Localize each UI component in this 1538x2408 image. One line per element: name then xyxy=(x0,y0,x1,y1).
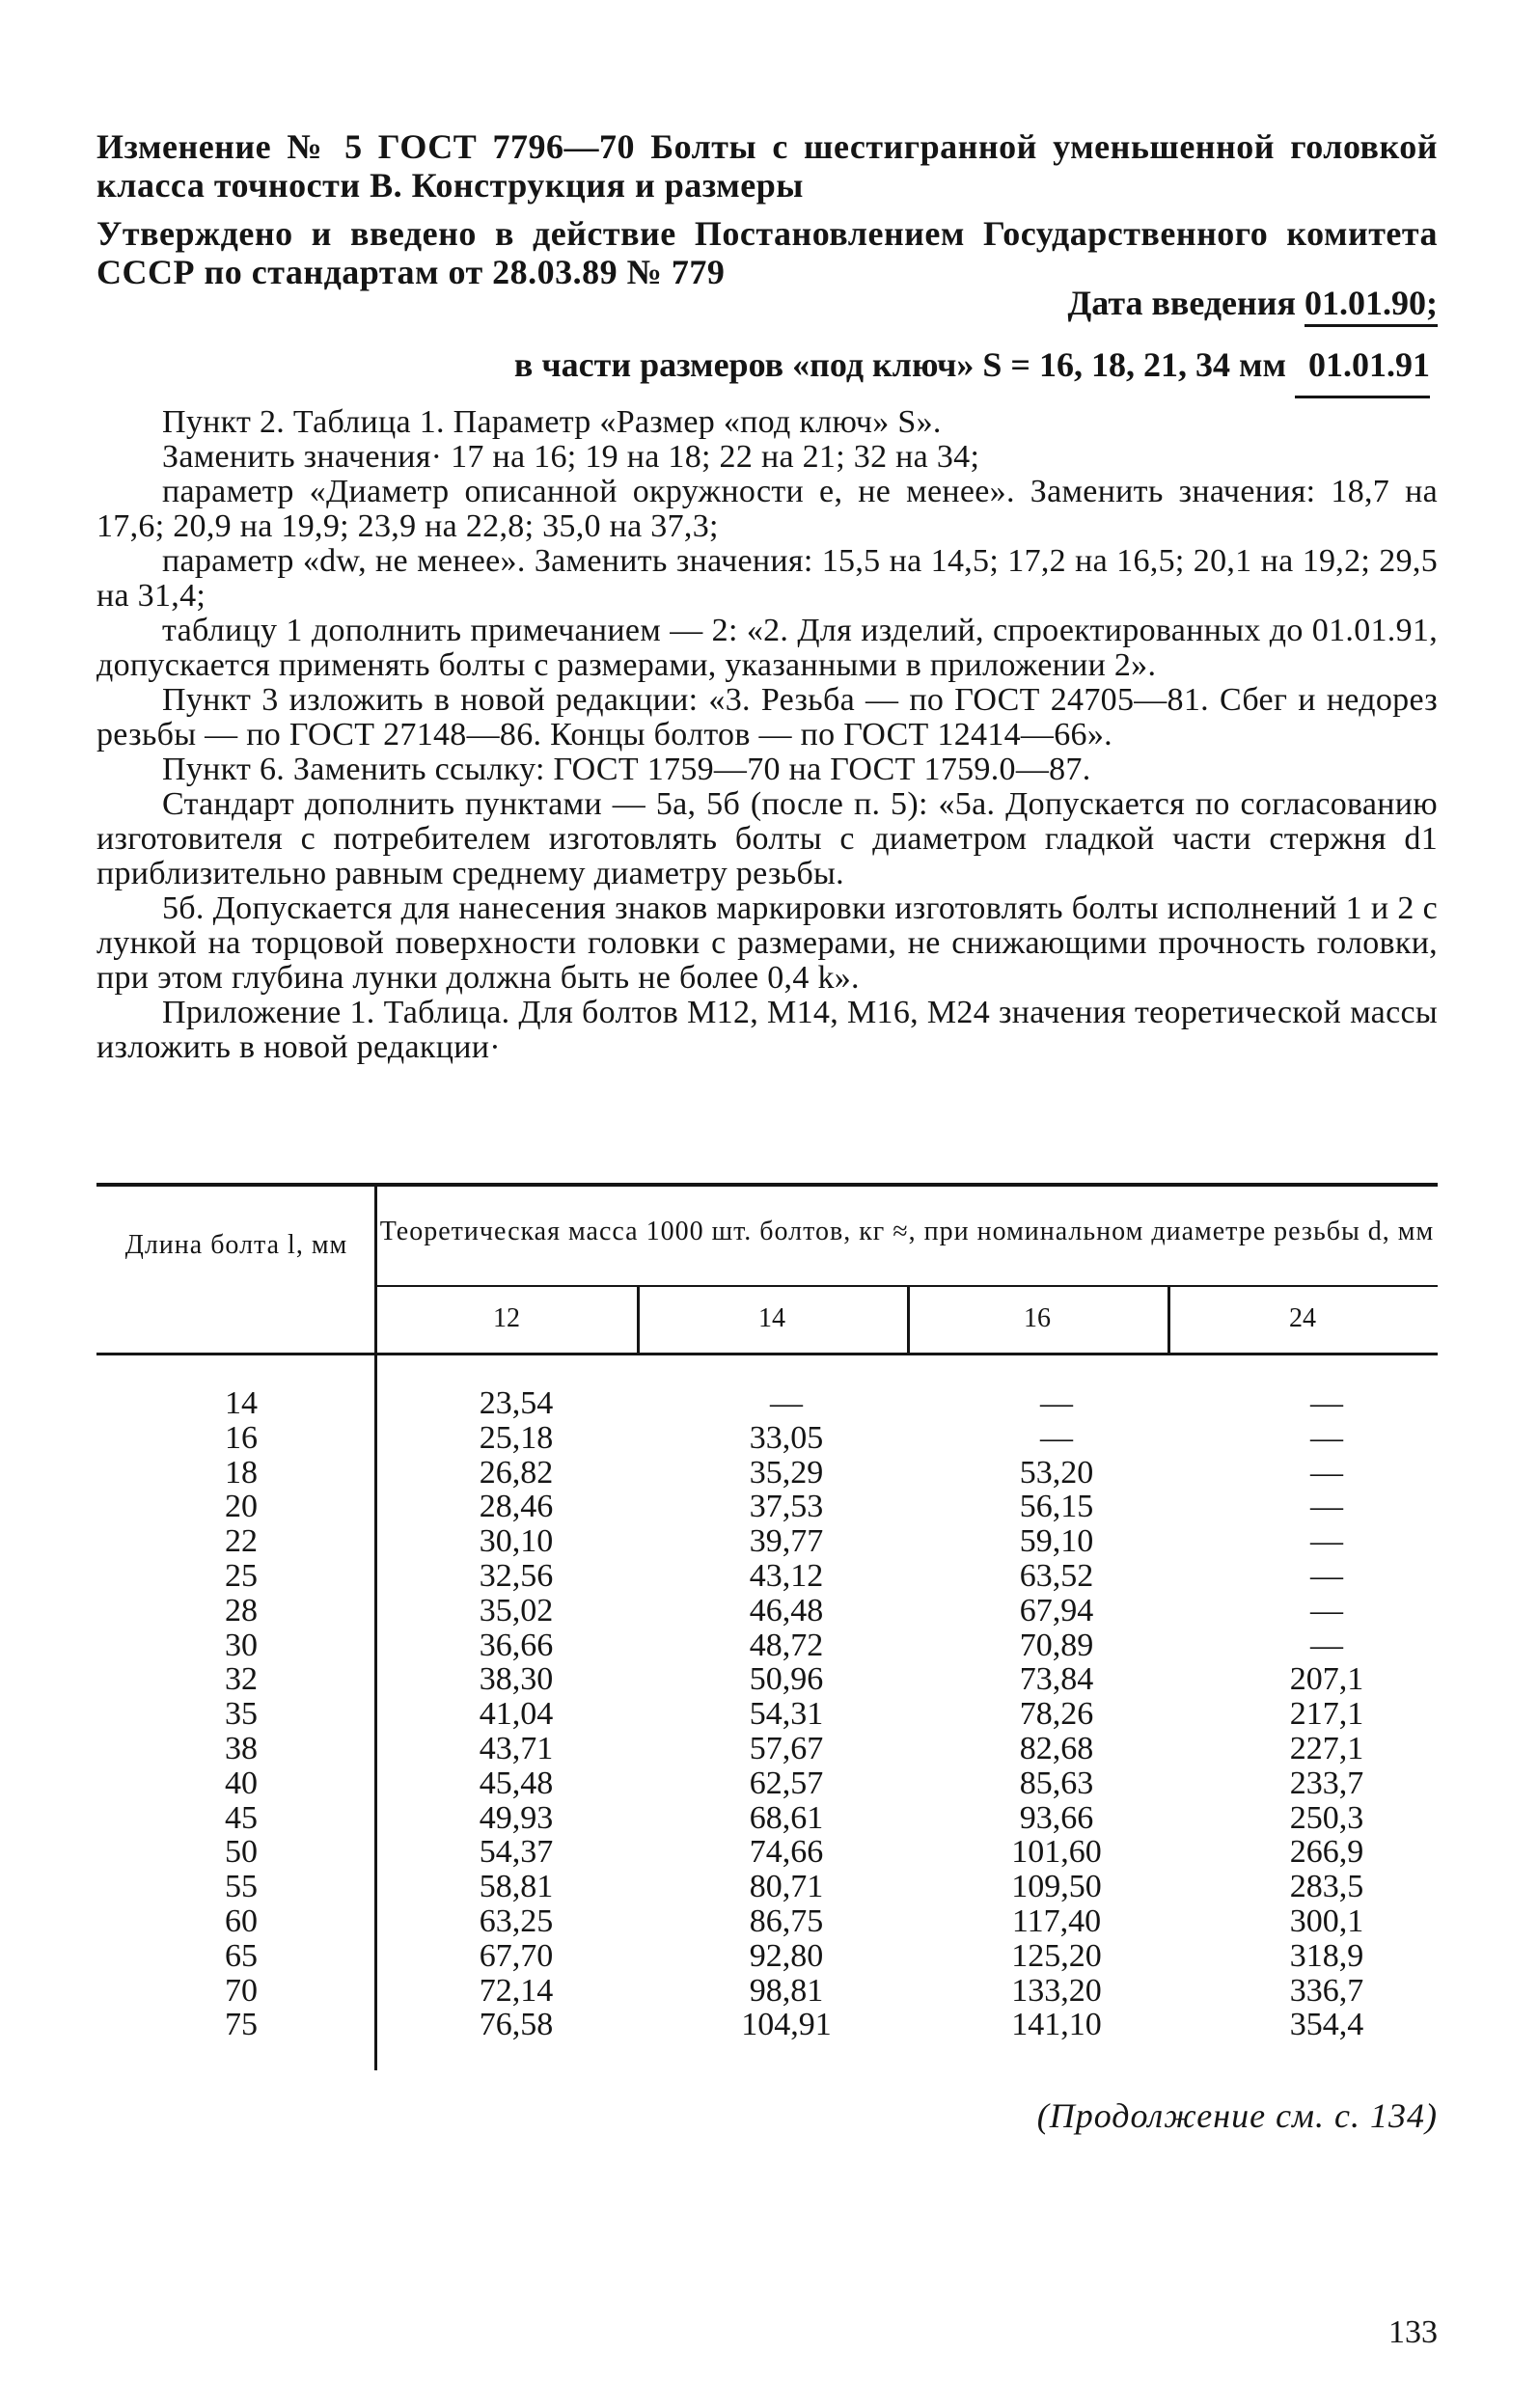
mass-m24-cell: 283,5 xyxy=(1289,1869,1364,1905)
mass-m24-cell: — xyxy=(1310,1419,1343,1456)
bolt-length-cell: 50 xyxy=(225,1834,258,1871)
table-row xyxy=(96,1697,1438,1732)
mass-m16-cell: 109,50 xyxy=(1011,1869,1102,1905)
mass-m24-cell: 318,9 xyxy=(1289,1937,1364,1974)
bolt-length-cell: 60 xyxy=(225,1902,258,1939)
table-row xyxy=(96,1801,1438,1836)
mass-m12-cell: 25,18 xyxy=(479,1419,554,1456)
mass-m16-cell: 78,26 xyxy=(1019,1696,1094,1733)
diameter-header: 24 xyxy=(1289,1303,1316,1333)
mass-m14-cell: 62,57 xyxy=(749,1765,824,1801)
mass-m16-cell: — xyxy=(1040,1385,1073,1421)
mass-m12-cell: 35,02 xyxy=(479,1592,554,1628)
bolt-length-cell: 18 xyxy=(225,1454,258,1491)
bolt-length-cell: 40 xyxy=(225,1765,258,1801)
mass-table xyxy=(96,1183,1438,2080)
mass-m16-cell: 53,20 xyxy=(1019,1454,1094,1491)
mass-m12-cell: 43,71 xyxy=(479,1730,554,1766)
continuation-note: (Продолжение см. с. 134) xyxy=(1036,2096,1438,2135)
mass-m24-cell: 233,7 xyxy=(1289,1765,1364,1801)
table-body xyxy=(96,1386,1438,2042)
bolt-length-cell: 45 xyxy=(225,1799,258,1836)
mass-m24-cell: — xyxy=(1310,1627,1343,1663)
mass-m16-cell: 67,94 xyxy=(1019,1592,1094,1628)
mass-m14-cell: 43,12 xyxy=(749,1557,824,1594)
table-row xyxy=(96,1904,1438,1939)
mass-m12-cell: 45,48 xyxy=(479,1765,554,1801)
table-row xyxy=(96,1662,1438,1697)
mass-m14-cell: 39,77 xyxy=(749,1523,824,1560)
mass-m12-cell: 49,93 xyxy=(479,1799,554,1836)
paragraph: Приложение 1. Таблица. Для болтов М12, М14, М16, М24 значения теоретической массы изложить в новой редакции· xyxy=(96,995,1438,1065)
mass-m12-cell: 67,70 xyxy=(479,1937,554,1974)
table-row xyxy=(96,1870,1438,1904)
paragraph: Пункт 6. Заменить ссылку: ГОСТ 1759—70 на ГОСТ 1759.0—87. xyxy=(162,752,1091,787)
mass-m12-cell: 58,81 xyxy=(479,1869,554,1905)
bolt-length-cell: 28 xyxy=(225,1592,258,1628)
bolt-length-cell: 20 xyxy=(225,1489,258,1525)
mass-m24-cell: — xyxy=(1310,1523,1343,1560)
mass-m14-cell: 46,48 xyxy=(749,1592,824,1628)
paragraph: параметр «dw, не менее». Заменить значения: 15,5 на 14,5; 17,2 на 16,5; 20,1 на 19,2; 29,5 на 31,4; xyxy=(96,543,1438,614)
paragraph: Стандарт дополнить пунктами — 5а, 5б (после п. 5): «5а. Допускается по согласованию изготовителя с потребителем изготовлять болты с диаметром гладкой части стержня d1 приблизительно равным среднему диаметру резьбы. xyxy=(96,786,1438,891)
table-row xyxy=(96,1559,1438,1594)
bolt-length-cell: 38 xyxy=(225,1730,258,1766)
mass-m24-cell: — xyxy=(1310,1557,1343,1594)
mass-m16-cell: 85,63 xyxy=(1019,1765,1094,1801)
bolt-length-cell: 25 xyxy=(225,1557,258,1594)
mass-m14-cell: 68,61 xyxy=(749,1799,824,1836)
mass-m14-cell: 35,29 xyxy=(749,1454,824,1491)
header-bottom-rule xyxy=(96,1353,1438,1355)
mass-m12-cell: 38,30 xyxy=(479,1661,554,1698)
table-row xyxy=(96,1835,1438,1870)
bolt-length-cell: 70 xyxy=(225,1972,258,2009)
mass-m16-cell: — xyxy=(1040,1419,1073,1456)
mass-m12-cell: 54,37 xyxy=(479,1834,554,1871)
mass-m16-cell: 117,40 xyxy=(1011,1902,1102,1939)
partial-date-label: в части размеров «под ключ» S = 16, 18, 21, 34 мм xyxy=(513,345,1286,384)
mass-m12-cell: 32,56 xyxy=(479,1557,554,1594)
bolt-length-cell: 65 xyxy=(225,1937,258,1974)
paragraph: 5б. Допускается для нанесения знаков маркировки изготовлять болты исполнений 1 и 2 с лункой на торцовой поверхности головки с размерами, не снижающими прочность головки, при этом глубина лунки должна быть не более 0,4 k». xyxy=(96,890,1438,996)
partial-date-line xyxy=(514,345,1430,398)
partial-date-value: 01.01.91 xyxy=(1295,345,1430,398)
effective-date-line xyxy=(1068,284,1439,322)
table-top-rule xyxy=(96,1183,1438,1187)
mass-m16-cell: 59,10 xyxy=(1019,1523,1094,1560)
mass-m14-cell: 86,75 xyxy=(749,1902,824,1939)
mass-m16-cell: 63,52 xyxy=(1019,1557,1094,1594)
table-row xyxy=(96,1421,1438,1456)
mass-m16-cell: 141,10 xyxy=(1011,2007,1102,2043)
mass-m12-cell: 76,58 xyxy=(479,2007,554,2043)
table-row xyxy=(96,1524,1438,1559)
bolt-length-cell: 35 xyxy=(225,1696,258,1733)
bolt-length-cell: 75 xyxy=(225,2007,258,2043)
table-row xyxy=(96,1939,1438,1974)
mass-m14-cell: 92,80 xyxy=(749,1937,824,1974)
mass-m14-cell: 54,31 xyxy=(749,1696,824,1733)
table-row xyxy=(96,1974,1438,2009)
table-row xyxy=(96,1456,1438,1491)
mass-m14-cell: 80,71 xyxy=(749,1869,824,1905)
mass-m24-cell: — xyxy=(1310,1489,1343,1525)
paragraph: Пункт 2. Таблица 1. Параметр «Размер «под ключ» S». xyxy=(162,404,942,440)
document-title: Изменение № 5 ГОСТ 7796—70 Болты с шестигранной уменьшенной головкой класса точности В. Конструкция и размеры xyxy=(96,127,1438,205)
mass-m14-cell: 48,72 xyxy=(749,1627,824,1663)
bolt-length-cell: 32 xyxy=(225,1661,258,1698)
mass-m12-cell: 28,46 xyxy=(479,1489,554,1525)
mass-m12-cell: 72,14 xyxy=(479,1972,554,2009)
mass-m12-cell: 30,10 xyxy=(479,1523,554,1560)
mass-m16-cell: 73,84 xyxy=(1019,1661,1094,1698)
bolt-length-cell: 30 xyxy=(225,1627,258,1663)
table-row xyxy=(96,1628,1438,1663)
table-row xyxy=(96,1386,1438,1421)
table-row xyxy=(96,1490,1438,1524)
mass-m12-cell: 26,82 xyxy=(479,1454,554,1491)
bolt-length-cell: 22 xyxy=(225,1523,258,1560)
table-row xyxy=(96,1766,1438,1801)
bolt-length-cell: 14 xyxy=(225,1385,258,1421)
mass-m24-cell: 250,3 xyxy=(1289,1799,1364,1836)
mass-m16-cell: 70,89 xyxy=(1019,1627,1094,1663)
mass-m24-cell: 207,1 xyxy=(1289,1661,1364,1698)
mass-m12-cell: 41,04 xyxy=(479,1696,554,1733)
mass-m16-cell: 133,20 xyxy=(1011,1972,1102,2009)
effective-date-label: Дата введения xyxy=(1067,284,1296,322)
effective-date-value: 01.01.90; xyxy=(1305,284,1438,327)
mass-m12-cell: 36,66 xyxy=(479,1627,554,1663)
mass-m24-cell: 354,4 xyxy=(1289,2007,1364,2043)
mass-m14-cell: 57,67 xyxy=(749,1730,824,1766)
mass-m14-cell: 50,96 xyxy=(749,1661,824,1698)
table-row xyxy=(96,1732,1438,1766)
mass-m14-cell: 104,91 xyxy=(741,2007,832,2043)
mass-m24-cell: 227,1 xyxy=(1289,1730,1364,1766)
table-row xyxy=(96,2008,1438,2042)
paragraph: Пункт 3 изложить в новой редакции: «3. Резьба — по ГОСТ 24705—81. Сбег и недорез резьбы — по ГОСТ 27148—86. Концы болтов — по ГОСТ 12414—66». xyxy=(96,682,1438,752)
bolt-length-cell: 55 xyxy=(225,1869,258,1905)
mass-m16-cell: 101,60 xyxy=(1011,1834,1102,1871)
mass-m24-cell: 217,1 xyxy=(1289,1696,1364,1733)
mass-m24-cell: 300,1 xyxy=(1289,1902,1364,1939)
mass-m24-cell: 266,9 xyxy=(1289,1834,1364,1871)
amendment-text xyxy=(96,405,1438,1065)
paragraph: параметр «Диаметр описанной окружности e, не менее». Заменить значения: 18,7 на 17,6; 20,9 на 19,9; 23,9 на 22,8; 35,0 на 37,3; xyxy=(96,474,1438,544)
mass-m14-cell: — xyxy=(770,1385,803,1421)
length-column-header: Длина болта l, мм xyxy=(124,1230,348,1260)
bolt-length-cell: 16 xyxy=(225,1419,258,1456)
page-number: 133 xyxy=(1388,2314,1438,2350)
approval-statement: Утверждено и введено в действие Постановлением Государственного комитета СССР по стандартам от 28.03.89 № 779 xyxy=(96,214,1438,291)
mass-m16-cell: 93,66 xyxy=(1019,1799,1094,1836)
mass-m24-cell: — xyxy=(1310,1385,1343,1421)
mass-column-header: Теоретическая масса 1000 шт. болтов, кг ≈, при номинальном диаметре резьбы d, мм xyxy=(379,1217,1435,1246)
paragraph: Заменить значения· 17 на 16; 19 на 18; 22 на 21; 32 на 34; xyxy=(162,439,980,475)
paragraph: таблицу 1 дополнить примечанием — 2: «2. Для изделий, спроектированных до 01.01.91, допускается применять болты с размерами, указанными в приложении 2». xyxy=(96,613,1438,683)
mass-m14-cell: 33,05 xyxy=(749,1419,824,1456)
table-row xyxy=(96,1594,1438,1628)
mass-m24-cell: — xyxy=(1310,1454,1343,1491)
mass-m14-cell: 37,53 xyxy=(749,1489,824,1525)
diameter-header: 14 xyxy=(758,1303,785,1333)
mass-m24-cell: — xyxy=(1310,1592,1343,1628)
diameter-header: 16 xyxy=(1024,1303,1051,1333)
mass-m14-cell: 98,81 xyxy=(749,1972,824,2009)
mass-m16-cell: 56,15 xyxy=(1019,1489,1094,1525)
mass-m24-cell: 336,7 xyxy=(1289,1972,1364,2009)
mass-m12-cell: 63,25 xyxy=(479,1902,554,1939)
mass-m16-cell: 82,68 xyxy=(1019,1730,1094,1766)
mass-m14-cell: 74,66 xyxy=(749,1834,824,1871)
mass-m16-cell: 125,20 xyxy=(1011,1937,1102,1974)
diameter-header: 12 xyxy=(493,1303,520,1333)
mass-m12-cell: 23,54 xyxy=(479,1385,554,1421)
